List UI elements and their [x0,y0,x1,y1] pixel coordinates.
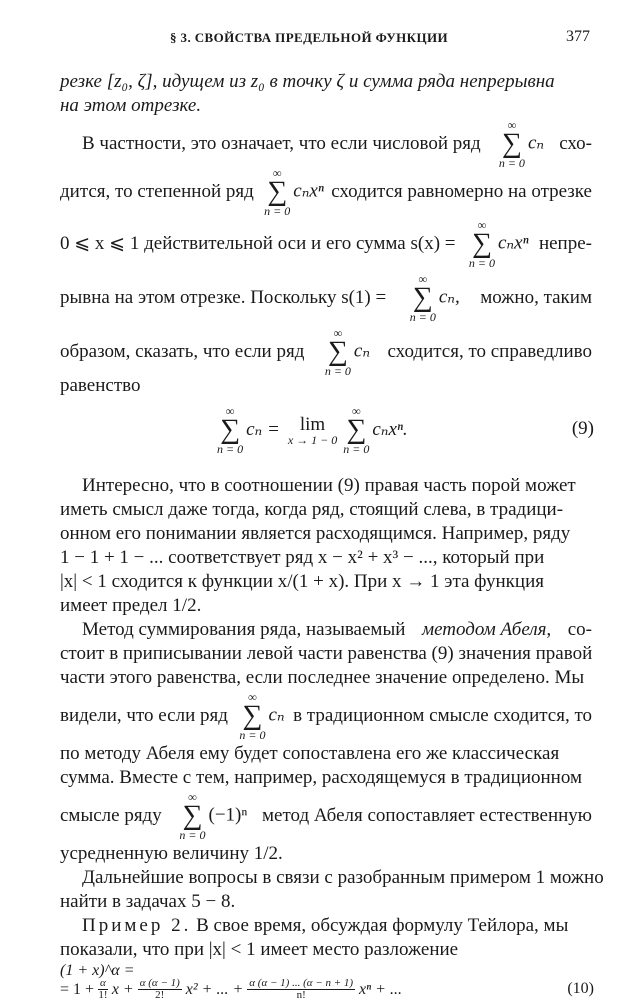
sum-bottom: n = 0 [179,828,206,842]
text: непре- [538,233,592,254]
text: сходится равномерно на отрезке [331,181,592,202]
sum-bottom: n = 0 [468,256,495,270]
para4-line5: по методу Абеля ему будет сопоставлена его же классическая [60,743,560,764]
running-head: § 3. СВОЙСТВА ПРЕДЕЛЬНОЙ ФУНКЦИИ [170,30,449,45]
sum-bottom: n = 0 [409,310,436,324]
para3-line: онном его понимании является расходящимся. Например, ряду [60,523,571,544]
sum-term: cₙ [353,340,371,362]
sum-expression [261,167,324,217]
term: x + [111,980,134,998]
text: В частности, это означает, что если числовой ряд [82,133,481,154]
equation-10-number: (10) [567,980,594,997]
sum-expression [407,273,460,323]
sum-expression [176,791,247,841]
para3-line: |x| < 1 сходится к функции x/(1 + x). При x → 1 эта функция [60,571,544,592]
lim-subscript: x → 1 − 0 [287,432,338,447]
italic-term: методом Абеля, [421,619,552,640]
para5-line: Дальнейшие вопросы в связи с разобранным примером 1 можно [82,867,604,888]
text: видели, что если ряд [60,705,228,726]
para4-line7 [60,790,592,842]
sum-top: ∞ [188,790,197,804]
numerator: α (α − 1) [139,977,180,989]
para1-line1: резке [z₀, ζ], идущем из z₀ в точку ζ и сумма ряда непрерывна [60,71,555,92]
sum-bottom: n = 0 [264,204,291,218]
para3-line: Интересно, что в соотношении (9) правая часть порой может [82,475,576,496]
para6-line1 [82,914,592,938]
lim-word: lim [299,413,326,435]
fraction [247,978,355,1001]
sum-top: ∞ [248,690,257,704]
para4-line6: сумма. Вместе с тем, например, расходящемуся в традиционном [60,767,583,788]
sum-top: ∞ [333,326,343,340]
sum-bottom: n = 0 [498,156,525,170]
para2-line2 [60,166,592,218]
numerator: α (α − 1) ... (α − n + 1) [249,977,354,989]
sum-top: ∞ [418,272,428,286]
sum-term: cₙ [527,132,545,154]
para2-line5 [60,326,592,378]
sum-top: ∞ [352,404,361,418]
eq9-rhs: cₙxⁿ. [372,419,408,440]
para6-line2: показали, что при |x| < 1 имеет место разложение [60,939,459,960]
sum-symbol: ∞ ∑ n = 0 [217,404,244,456]
sum-bottom: n = 0 [217,442,244,456]
text: схо- [559,133,592,154]
para4-line2: стоит в приписывании левой части равенства (9) значения правой [60,643,593,664]
sum-expression [236,691,284,741]
example-label: Пример 2. [82,915,192,936]
fraction [98,978,108,1001]
para4-line8: усредненную величину 1/2. [60,843,283,864]
term: x² + ... + [185,980,244,998]
sum-top: ∞ [507,118,517,132]
eq10-line2 [60,978,592,1001]
numerator: α [100,977,106,989]
para4-line3: части этого равенства, если последнее значение определено. Мы [60,667,585,688]
denominator: n! [296,989,306,1001]
para4-line4 [60,690,592,742]
sum-expression [466,219,529,269]
text: со- [567,619,592,640]
para1-line2: на этом отрезке. [60,95,202,116]
text: метод Абеля сопоставляет естественную [262,805,592,826]
para3-line: 1 − 1 + 1 − ... соответствует ряд x − x² + x³ − ..., который при [60,547,545,568]
sum-symbol: ∞ ∑ n = 0 [179,790,206,842]
text: можно, таким [480,287,592,308]
para5-line: найти в задачах 5 − 8. [60,891,236,912]
sum-symbol: ∞ ∑ n = 0 [498,118,525,170]
text: В свое время, обсуждая формулу Тейлора, мы [196,915,569,936]
sum-expression [496,119,544,169]
equation-9-number: (9) [571,418,594,439]
eq9-lhs: cₙ = [246,419,280,440]
eq10-line1: (1 + x)^α = [60,962,135,979]
para3-line: иметь смысл даже тогда, когда ряд, стоящий слева, в традици- [60,499,564,520]
text: Метод суммирования ряда, называемый [82,619,406,640]
text: в традиционном смысле сходится, то [293,705,592,726]
text: дится, то степенной ряд [60,181,254,202]
term: xⁿ + ... [359,980,402,998]
sum-symbol: ∞ ∑ n = 0 [409,272,436,324]
sum-term: cₙxⁿ [498,232,529,254]
sum-bottom: n = 0 [324,364,351,378]
para4-line1 [82,618,592,642]
sum-symbol: ∞ ∑ n = 0 [468,218,495,270]
sum-bottom: n = 0 [343,442,370,456]
text: образом, сказать, что если ряд [60,341,305,362]
sum-term: (−1)ⁿ [208,804,248,826]
sum-top: ∞ [477,218,487,232]
text: рывна на этом отрезке. Поскольку s(1) = [60,287,387,308]
denominator: 1! [98,989,108,1001]
equation-9 [214,402,408,458]
para2-line1 [82,118,592,170]
text: смысле ряду [60,805,162,826]
page-number: 377 [566,28,590,45]
sum-top: ∞ [225,404,235,418]
limit [288,415,337,446]
sum-top: ∞ [272,166,282,180]
sum-symbol: ∞ ∑ n = 0 [343,404,370,456]
sum-symbol: ∞ ∑ n = 0 [264,166,291,218]
text: сходится, то справедливо [387,341,592,362]
sum-expression [322,327,370,377]
denominator: 2! [155,989,165,1001]
sum-symbol: ∞ ∑ n = 0 [239,690,266,742]
sum-symbol: ∞ ∑ n = 0 [324,326,351,378]
para2-line6: равенство [60,375,141,396]
para3-line: имеет предел 1/2. [60,595,202,616]
eq10-start: = 1 + [60,980,95,998]
sum-bottom: n = 0 [239,728,266,742]
text: 0 ⩽ x ⩽ 1 действительной оси и его сумма s(x) = [60,233,456,254]
sum-term: cₙxⁿ [293,180,324,202]
fraction [138,978,182,1001]
para2-line3 [60,218,592,270]
sum-term: cₙ [268,704,285,726]
para2-line4 [60,272,592,324]
sum-term: cₙ, [438,286,460,308]
